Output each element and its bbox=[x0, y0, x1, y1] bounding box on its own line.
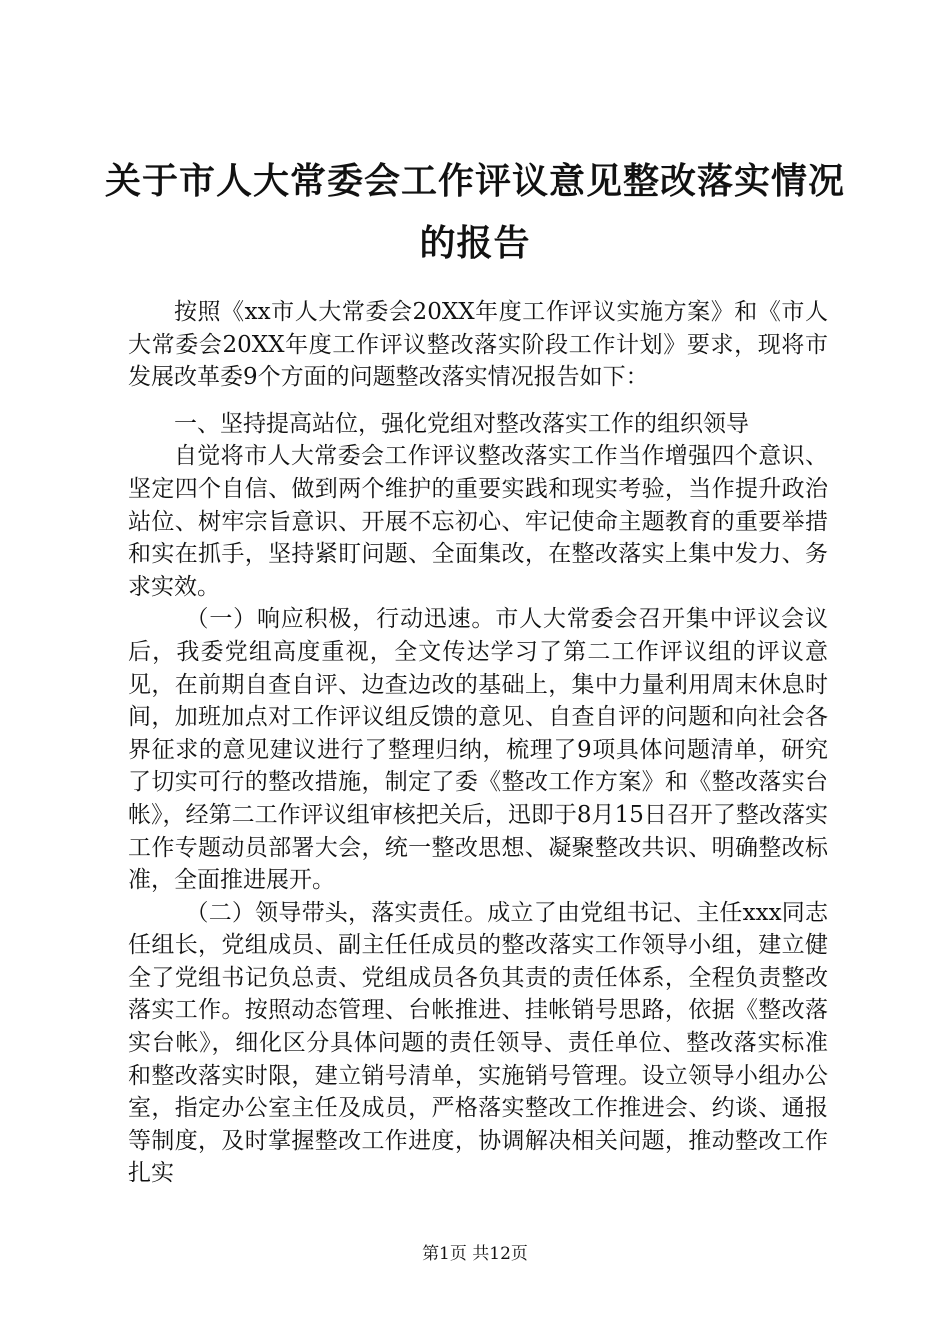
paragraph-spacer bbox=[128, 394, 828, 408]
intro-paragraph: 按照《xx市人大常委会20XX年度工作评议实施方案》和《市人大常委会20XX年度工作评议整改落实阶段工作计划》要求，现将市发展改革委9个方面的问题整改落实情况报告如下： bbox=[128, 299, 828, 391]
paragraph-one: （一）响应积极，行动迅速。市人大常委会召开集中评议会议后，我委党组高度重视，全文传达学习了第二工作评议组的评议意见，在前期自查自评、边查边改的基础上，集中力量利用周末休息时间，加班加点对工作评议组反馈的意见、自查自评的问题和向社会各界征求的意见建议进行了整理归纳，梳理了9项具体问题清单，研究了切实可行的整改措施，制定了委《整改工作方案》和《整改落实台帐》，经第二工作评议组审核把关后，迅即于8月15日召开了整改落实工作专题动员部署大会，统一整改思想、凝聚整改共识、明确整改标准，全面推进展开。 bbox=[128, 606, 828, 894]
document-body bbox=[128, 296, 828, 1190]
document-title-line-1: 关于市人大常委会工作评议意见整改落实情况 bbox=[104, 161, 845, 202]
section-1-body: 自觉将市人大常委会工作评议整改落实工作当作增强四个意识、坚定四个自信、做到两个维护的重要实践和现实考验，当作提升政治站位、树牢宗旨意识、开展不忘初心、牢记使命主题教育的重要举措和实在抓手，坚持紧盯问题、全面集改，在整改落实上集中发力、务求实效。 bbox=[128, 443, 828, 600]
section-1-heading: 一、坚持提高站位，强化党组对整改落实工作的组织领导 bbox=[174, 410, 749, 437]
document-title-line-2: 的报告 bbox=[419, 223, 531, 264]
paragraph-two: （二）领导带头，落实责任。成立了由党组书记、主任xxx同志任组长，党组成员、副主任任成员的整改落实工作领导小组，建立健全了党组书记负总责、党组成员各负其责的责任体系，全程负责整改落实工作。按照动态管理、台帐推进、挂帐销号思路，依据《整改落实台帐》，细化区分具体问题的责任领导、责任单位、整改落实标准和整改落实时限，建立销号清单，实施销号管理。设立领导小组办公室，指定办公室主任及成员，严格落实整改工作推进会、约谈、通报等制度，及时掌握整改工作进度，协调解决相关问题，推动整改工作扎实 bbox=[128, 899, 828, 1187]
page-number-footer: 第1页 共12页 bbox=[422, 1244, 528, 1264]
